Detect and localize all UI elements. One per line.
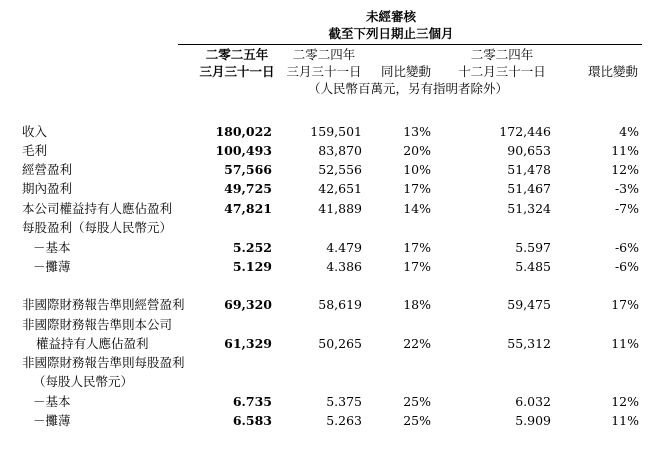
col1-header-line2: 三月三十一日 xyxy=(199,64,275,79)
value-qoq: -3% xyxy=(614,181,639,196)
value-2024q4: 6.032 xyxy=(515,394,551,409)
value-yoy: 13% xyxy=(403,124,431,139)
row-label: －基本 xyxy=(33,394,71,409)
col3-header-line2: 十二月三十一日 xyxy=(458,64,546,79)
value-2024q4: 51,478 xyxy=(507,162,551,177)
value-2024q1: 50,265 xyxy=(318,336,362,351)
value-2024q1: 159,501 xyxy=(310,124,362,139)
value-2024q1: 5.263 xyxy=(326,413,362,428)
value-2024q1: 52,556 xyxy=(318,162,362,177)
row-label: 經營盈利 xyxy=(22,162,73,177)
value-yoy: 25% xyxy=(403,413,431,428)
header-rule xyxy=(178,44,642,45)
value-yoy: 14% xyxy=(403,201,431,216)
value-yoy: 18% xyxy=(403,297,431,312)
value-2024q4: 90,653 xyxy=(507,143,551,158)
value-2024q1: 4.479 xyxy=(326,240,362,255)
col2-header-line2: 三月三十一日 xyxy=(286,64,362,79)
row-label: 毛利 xyxy=(22,143,48,158)
value-qoq: 11% xyxy=(611,143,639,158)
row-label: 非國際財務報告準則本公司 xyxy=(22,317,173,332)
qoq-header: 環比變動 xyxy=(587,64,638,79)
value-yoy: 10% xyxy=(403,162,431,177)
value-2024q1: 58,619 xyxy=(318,297,362,312)
value-qoq: 17% xyxy=(611,297,639,312)
value-qoq: -7% xyxy=(614,201,639,216)
value-qoq: 11% xyxy=(611,336,639,351)
row-label: 權益持有人應佔盈利 xyxy=(36,336,149,351)
value-2024q4: 59,475 xyxy=(507,297,551,312)
value-2024q4: 5.909 xyxy=(515,413,551,428)
row-label: 收入 xyxy=(22,124,48,139)
row-label: 期內盈利 xyxy=(22,181,73,196)
value-qoq: 12% xyxy=(611,394,639,409)
value-yoy: 20% xyxy=(403,143,431,158)
unit-note: （人民幣百萬元，另有指明者除外） xyxy=(307,81,509,96)
value-2025q1: 49,725 xyxy=(224,181,272,196)
value-qoq: 11% xyxy=(611,413,639,428)
value-qoq: 12% xyxy=(611,162,639,177)
value-2024q4: 5.597 xyxy=(515,240,551,255)
unaudited-heading: 未經審核 xyxy=(365,9,417,24)
value-yoy: 17% xyxy=(403,259,431,274)
value-2025q1: 47,821 xyxy=(224,201,272,216)
value-qoq: -6% xyxy=(614,240,639,255)
value-yoy: 17% xyxy=(403,181,431,196)
col3-header-line1: 二零二四年 xyxy=(470,47,534,62)
value-2024q4: 5.485 xyxy=(515,259,551,274)
value-qoq: 4% xyxy=(619,124,639,139)
value-2024q1: 83,870 xyxy=(318,143,362,158)
value-2024q1: 4.386 xyxy=(326,259,362,274)
value-2024q1: 41,889 xyxy=(318,201,362,216)
value-2024q1: 5.375 xyxy=(326,394,362,409)
row-label: －基本 xyxy=(33,240,71,255)
row-label: 每股盈利（每股人民幣元） xyxy=(22,220,173,235)
value-2025q1: 5.129 xyxy=(232,259,272,274)
row-label: 非國際財務報告準則經營盈利 xyxy=(22,297,185,312)
value-2024q4: 55,312 xyxy=(507,336,551,351)
value-2025q1: 180,022 xyxy=(215,124,272,139)
value-2025q1: 6.583 xyxy=(232,413,272,428)
value-2025q1: 57,566 xyxy=(224,162,272,177)
yoy-header: 同比變動 xyxy=(380,64,432,79)
value-qoq: -6% xyxy=(614,259,639,274)
value-yoy: 22% xyxy=(403,336,431,351)
value-2025q1: 100,493 xyxy=(215,143,272,158)
value-2024q1: 42,651 xyxy=(318,181,362,196)
value-yoy: 25% xyxy=(403,394,431,409)
period-heading: 截至下列日期止三個月 xyxy=(328,26,454,41)
value-2024q4: 172,446 xyxy=(499,124,551,139)
col2-header-line1: 二零二四年 xyxy=(292,47,356,62)
value-2025q1: 5.252 xyxy=(232,240,272,255)
row-label: －攤薄 xyxy=(33,413,71,428)
value-2024q4: 51,467 xyxy=(507,181,551,196)
row-label: （每股人民幣元） xyxy=(33,374,134,389)
value-yoy: 17% xyxy=(403,240,431,255)
value-2025q1: 6.735 xyxy=(232,394,272,409)
row-label: 非國際財務報告準則每股盈利 xyxy=(22,355,185,370)
col1-header-line1: 二零二五年 xyxy=(205,47,269,62)
row-label: －攤薄 xyxy=(33,259,71,274)
value-2025q1: 61,329 xyxy=(224,336,272,351)
value-2024q4: 51,324 xyxy=(507,201,551,216)
value-2025q1: 69,320 xyxy=(224,297,272,312)
row-label: 本公司權益持有人應佔盈利 xyxy=(22,201,173,216)
